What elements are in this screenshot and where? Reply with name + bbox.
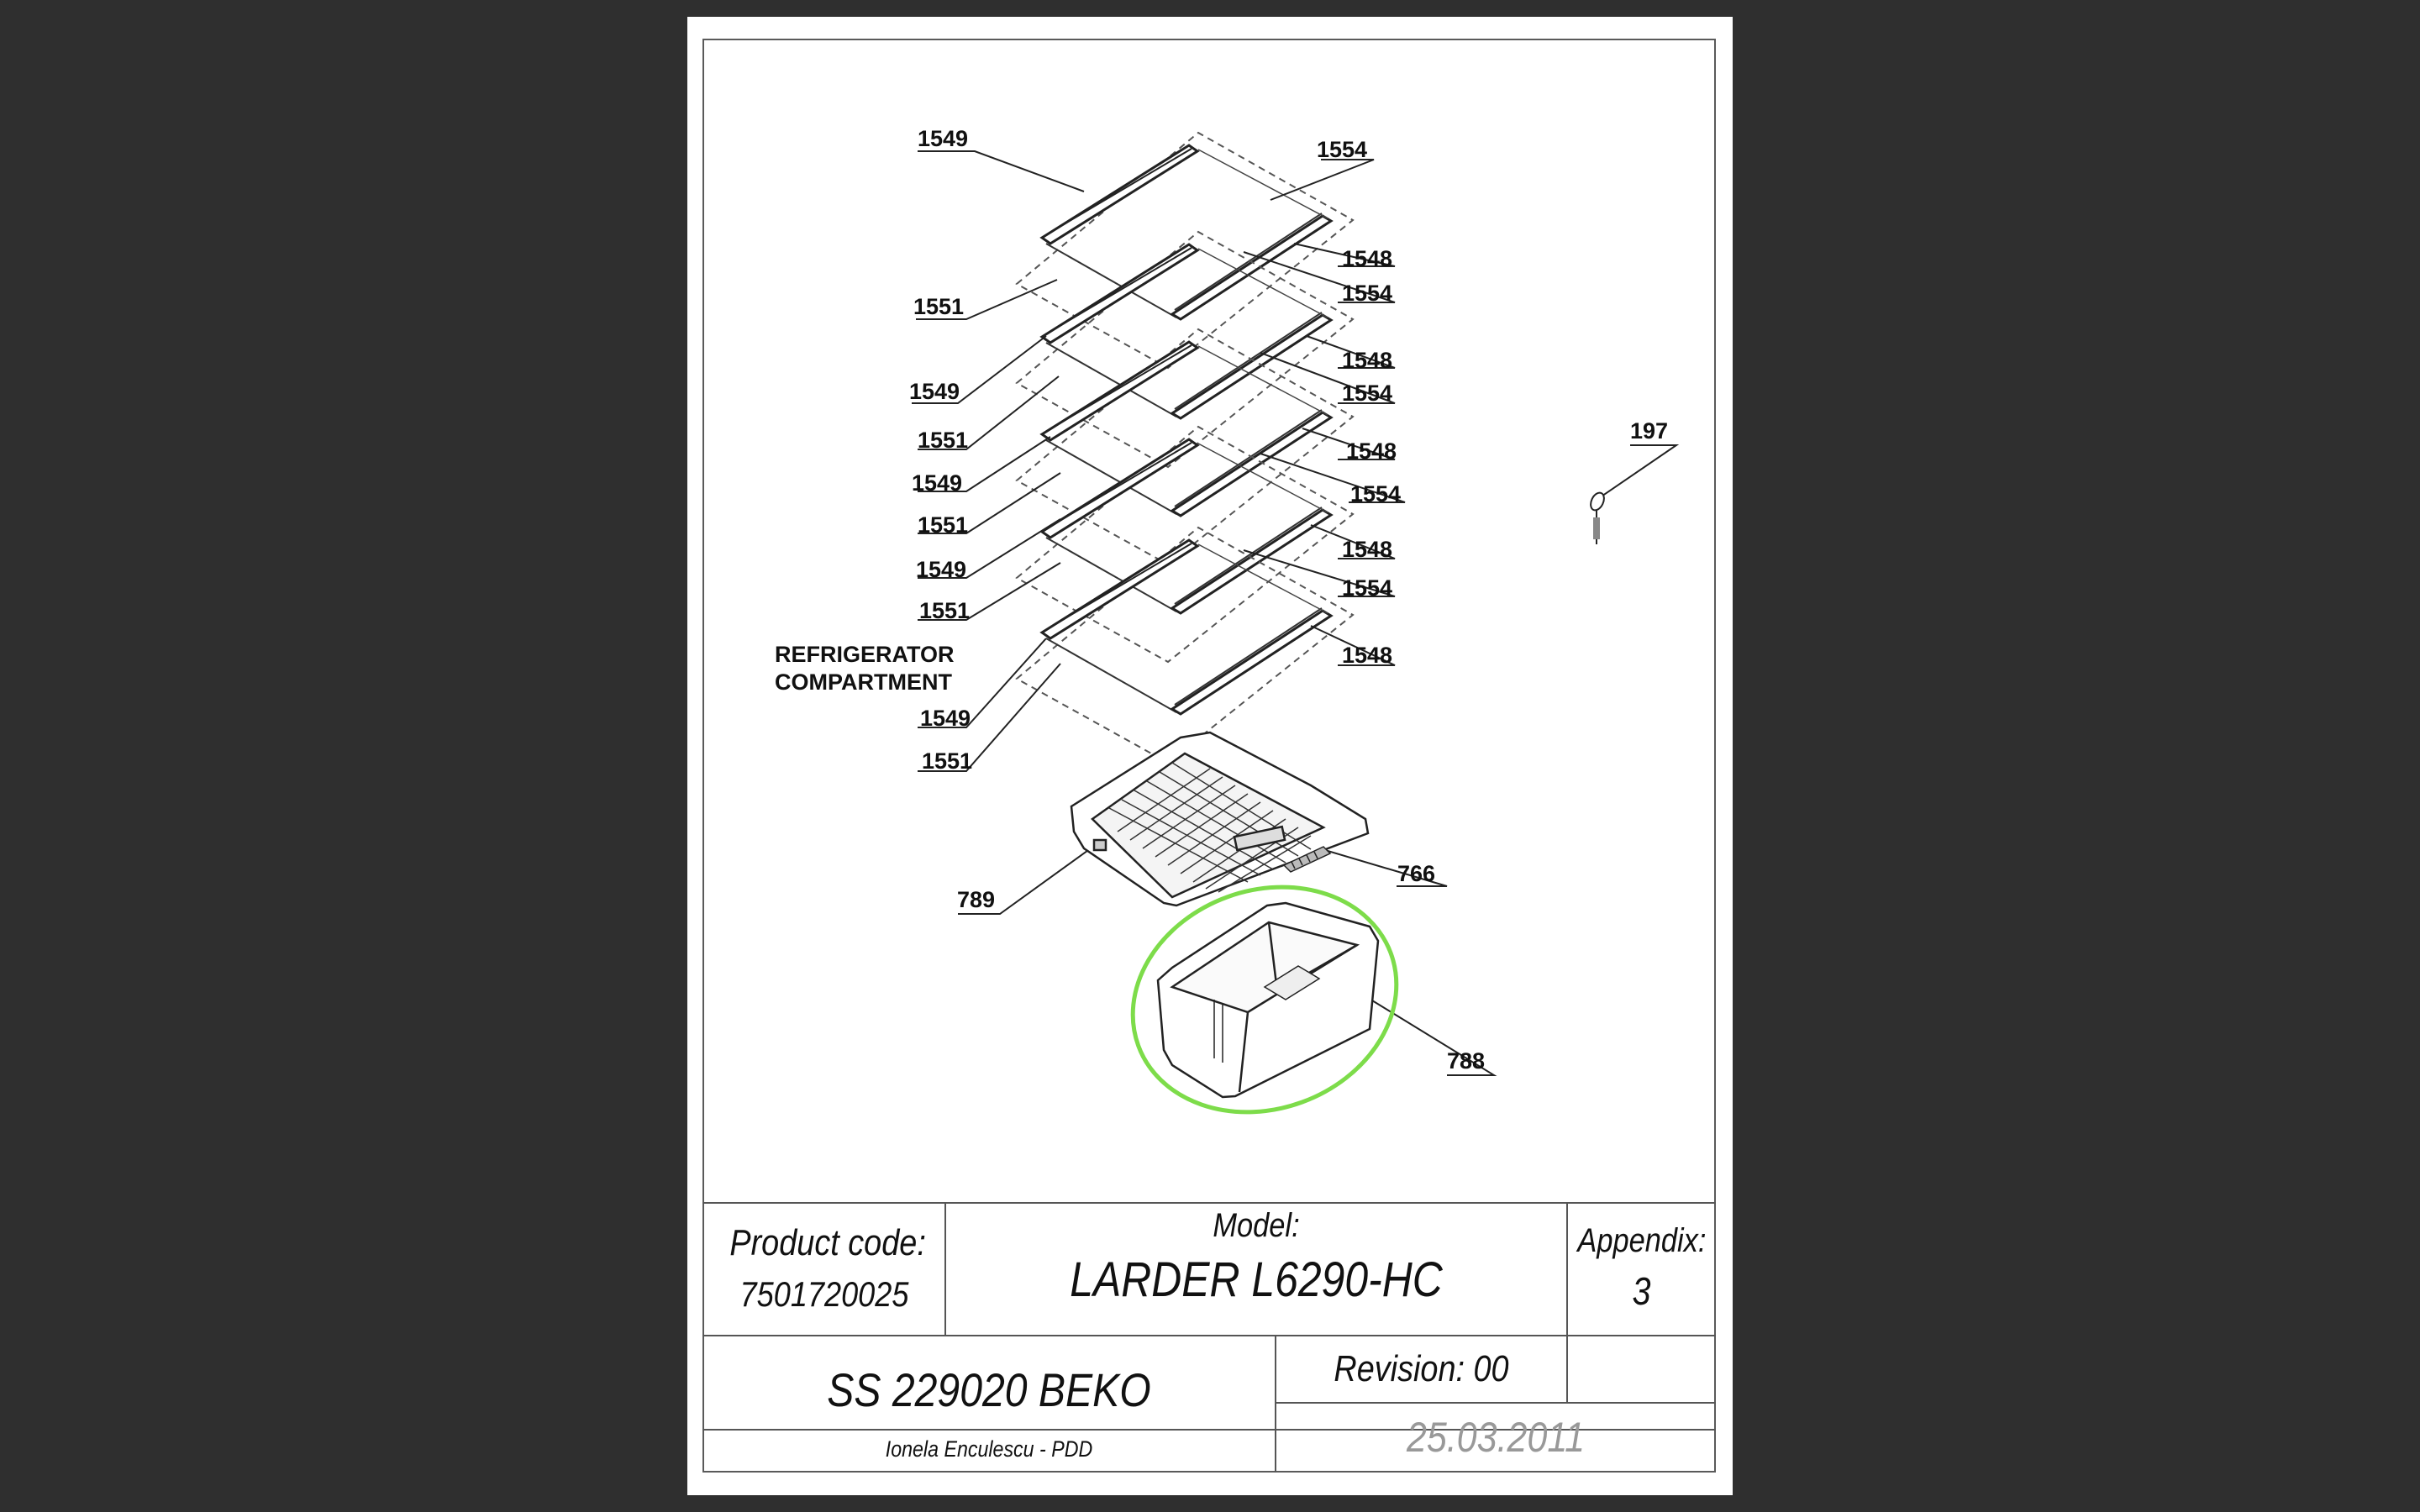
callout-1551: 1551 [922,748,973,774]
callout-1549: 1549 [916,557,967,582]
crisper-drawer-788 [1158,903,1378,1097]
callout-1554: 1554 [1317,137,1368,162]
section-label-line2: COMPARTMENT [775,669,952,695]
callout-1548: 1548 [1342,643,1393,668]
callout-1548: 1548 [1342,348,1393,373]
callout-1549: 1549 [909,379,960,404]
callout-766: 766 [1397,861,1436,886]
callout-1549: 1549 [912,470,963,496]
crisper-cover-789 [1071,732,1368,906]
document-number: SS 229020 BEKO [827,1363,1151,1416]
product-code: 7501720025 [739,1274,909,1314]
callout-788: 788 [1447,1048,1486,1074]
revision: Revision: 00 [1334,1348,1509,1389]
callout-1554: 1554 [1342,381,1393,406]
appendix-label: Appendix: [1577,1222,1707,1259]
author: Ionela Enculescu - PDD [885,1436,1093,1462]
model-label: Model: [1213,1207,1300,1244]
callout-1549: 1549 [918,126,969,151]
callout-1551: 1551 [913,294,965,319]
callout-1548: 1548 [1342,537,1393,562]
callout-1551: 1551 [919,598,971,623]
callout-789: 789 [957,887,996,912]
callout-1549: 1549 [920,706,971,731]
hinge-part-197 [1588,491,1607,544]
callout-1548: 1548 [1346,438,1397,464]
callout-1548: 1548 [1342,246,1393,271]
callout-1554: 1554 [1350,481,1402,507]
shelf-5 [1017,528,1353,763]
model-name: LARDER L6290-HC [1070,1252,1443,1307]
callout-1554: 1554 [1342,281,1393,306]
callout-1554: 1554 [1342,575,1393,601]
callout-197: 197 [1630,418,1669,444]
date: 25.03.2011 [1406,1414,1586,1461]
section-label [775,641,955,696]
callout-1551: 1551 [918,512,969,538]
callout-1551: 1551 [918,428,969,453]
product-code-label: Product code: [729,1222,926,1263]
appendix-number: 3 [1632,1269,1651,1313]
section-label-line1: REFRIGERATOR [775,642,955,667]
